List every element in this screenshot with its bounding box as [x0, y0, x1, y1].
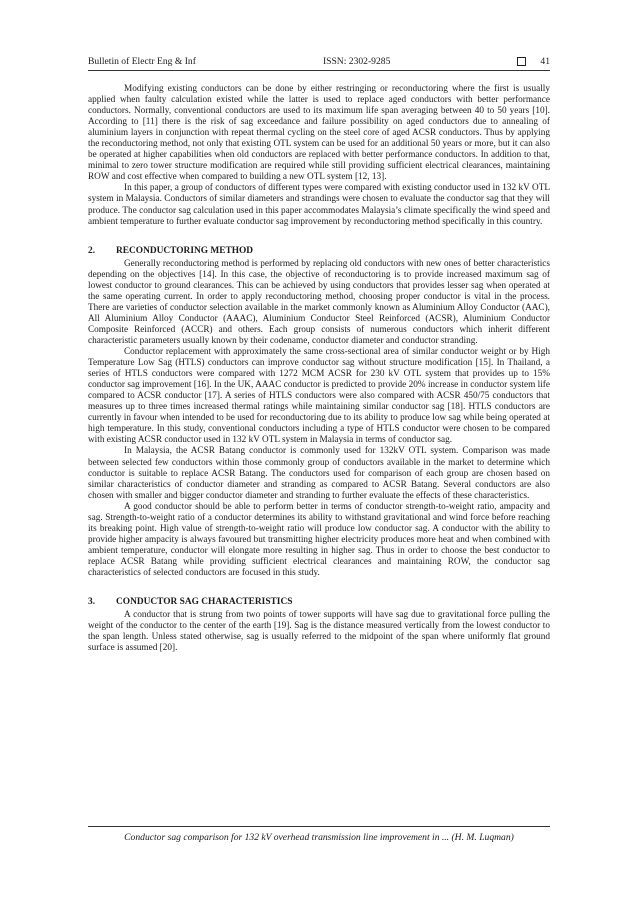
header-right [517, 56, 550, 67]
intro-paragraph-2: In this paper, a group of conductors of different types were compared with existing conductor used in 132 kV OTL system in Malaysia. Conductors of similar diameters and strandings were chosen to evaluate the conductor sag that they will produce. The conductor sag calculation used in this paper accommodates Malaysia’s climate specifically the wind speed and ambient temperature to further evaluate conductor sag improvement by reconductoring method specifically in this country. [88, 183, 550, 227]
section-3-paragraph-1: A conductor that is strung from two points of tower supports will have sag due to gravitational force pulling the weight of the conductor to the center of the earth [19]. Sag is the distance measured vertically from the lowest conductor to the span length. Unless stated otherwise, sag is usually referred to the midpoint of the span where uniformly flat ground surface is assumed [20]. [88, 610, 550, 654]
issn: ISSN: 2302-9285 [322, 56, 391, 67]
journal-name: Bulletin of Electr Eng & Inf [88, 56, 196, 67]
section-2-paragraph-4: A good conductor should be able to perform better in terms of conductor strength-to-weight ratio, ampacity and sag. Strength-to-weight ratio of a conductor determines its ability to withstand gravitational and wind force before reaching its breaking point. High value of strength-to-weight ratio will produce low conductor sag. A conductor with the ability to provide higher ampacity is always favoured but transmitting higher electricity produces more heat and when combined with ambient temperature, conductor will elongate more resulting in higher sag. Thus in order to choose the best conductor to replace ACSR Batang while providing sufficient electrical clearances and maintaining ROW, the conductor sag characteristics of selected conductors are focused in this study. [88, 501, 550, 578]
page-footer [88, 826, 550, 843]
section-3-heading [88, 597, 550, 608]
page-header [88, 56, 550, 71]
square-icon [517, 57, 526, 66]
section-2-title: RECONDUCTORING METHOD [116, 245, 254, 256]
section-2-heading [88, 246, 550, 257]
body-text [88, 84, 550, 654]
section-3-title: CONDUCTOR SAG CHARACTERISTICS [116, 597, 293, 608]
section-2-number: 2. [88, 245, 96, 256]
page-number: 41 [540, 56, 550, 67]
section-2-paragraph-2: Conductor replacement with approximately the same cross-sectional area of similar conductor weight or by High Temperature Low Sag (HTLS) conductors can improve conductor sag without structure modification [15]. In Thailand, a series of HTLS conductors were compared with 1272 MCM ACSR for 230 kV OTL system that provides up to 15% conductor sag improvement [16]. In the UK, AAAC conductor is predicted to provide 20% increase in conductor system life compared to ACSR conductor [17]. A series of HTLS conductors were also compared with ACSR 450/75 conductors that measures up to three times increased thermal ratings while maintaining similar conductor sag [18]. HTLS conductors are currently in favour when intended to be used for reconductoring due to its ability to produce low sag while being operated at high temperature. In this study, conventional conductors including a type of HTLS conductor were chosen to be compared with existing ACSR conductor used in 132 kV OTL system in Malaysia in terms of conductor sag. [88, 347, 550, 446]
running-title: Conductor sag comparison for 132 kV overhead transmission line improvement in ... (H. M. Luqman) [124, 832, 514, 843]
section-2-paragraph-1: Generally reconductoring method is performed by replacing old conductors with new ones of better characteristics depending on the objectives [14]. In this case, the objective of reconductoring is to provide increased maximum sag of lowest conductor to ground clearances. This can be achieved by using conductors that provides lesser sag when operated at the same operating current. In order to apply reconductoring method, choosing proper conductor is vital in the process. There are varieties of conductor selection available in the market commonly known as Aluminium Alloy Conductor (AAC), All Aluminium Alloy Conductor (AAAC), Aluminium Conductor Steel Reinforced (ACSR), Aluminium Conductor Composite Reinforced (ACCR) and others. Each group consists of numerous conductors which inherit different characteristic parameters usually known by their codename, conductor diameter and conductor stranding. [88, 258, 550, 346]
section-2-paragraph-3: In Malaysia, the ACSR Batang conductor is commonly used for 132kV OTL system. Comparison was made between selected few conductors within those commonly group of conductors available in the market to determine which conductor is suitable to replace ACSR Batang. The conductors used for comparison of each group are chosen based on similar characteristics of conductor diameter and stranding as compared to ACSR Batang. Several conductors are also chosen with smaller and bigger conductor diameter and stranding to further evaluate the effects of these characteristics. [88, 446, 550, 501]
section-3-number: 3. [88, 597, 96, 608]
intro-paragraph-1: Modifying existing conductors can be done by either restringing or reconductoring where the first is usually applied when faulty calculation existed while the latter is used to replace aged conductors with better performance conductors. Normally, conventional conductors are used to its maximum life span averaging between 40 to 50 years [10]. According to [11] there is the risk of sag exceedance and failure possibility on aged conductors due to annealing of aluminium layers in conjunction with repeat thermal cycling on the steel core of aged ACSR conductors. Thus by applying the reconductoring method, not only that existing OTL system can be used for an additional 50 years or more, but it can also be operated at higher capabilities when old conductors are replaced with better performance conductors. In addition to that, minimal to zero tower structure modification are required while still providing sufficient electrical clearances, maintaining ROW and cost effective when compared to building a new OTL system [12, 13]. [88, 84, 550, 183]
